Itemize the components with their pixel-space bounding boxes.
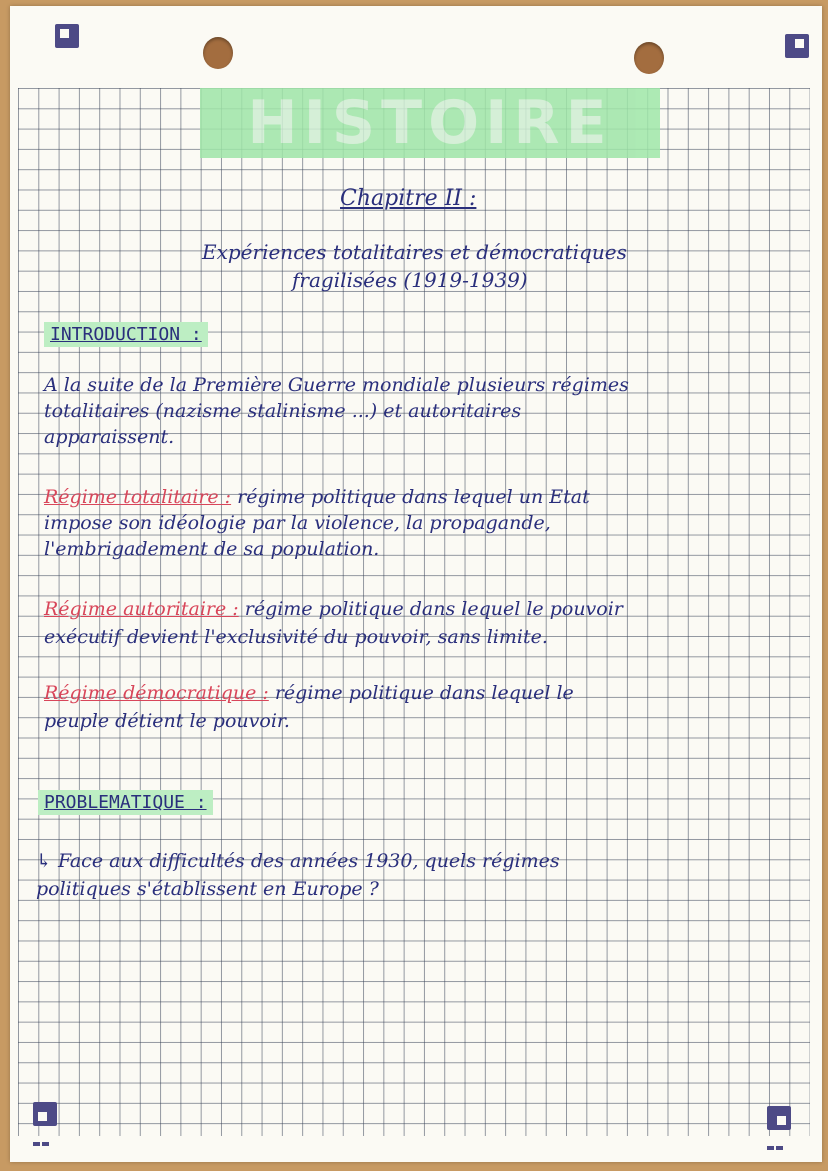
definition-autoritaire-line-2: exécutif devient l'exclusivité du pouvoir, sans limite. — [44, 626, 548, 648]
corner-dots-bottom-left-icon — [33, 1131, 57, 1135]
definition-autoritaire — [44, 598, 623, 620]
intro-line-2: totalitaires (nazisme stalinisme ...) et autoritaires — [44, 400, 522, 422]
punch-hole-right — [634, 42, 664, 74]
corner-dots-bottom-right-icon — [767, 1135, 791, 1139]
definition-text: régime politique dans lequel le pouvoir — [238, 598, 623, 620]
definition-text: régime politique dans lequel un Etat — [231, 486, 590, 508]
page-title: HISTOIRE — [200, 88, 660, 158]
corner-mark-top-left-icon — [55, 24, 79, 48]
intro-line-1: A la suite de la Première Guerre mondiale plusieurs régimes — [44, 374, 629, 396]
problematique-line-1: ↳ Face aux difficultés des années 1930, quels régimes — [36, 850, 560, 872]
corner-mark-top-right-icon — [785, 34, 809, 58]
definition-term: Régime autoritaire : — [44, 598, 239, 620]
punch-hole-left — [203, 37, 233, 69]
intro-line-3: apparaissent. — [44, 426, 175, 448]
definition-text: régime politique dans lequel le — [268, 682, 574, 704]
introduction-heading: INTRODUCTION : — [44, 322, 208, 347]
chapter-heading: Chapitre II : — [340, 186, 477, 211]
problematique-line-2: politiques s'établissent en Europe ? — [36, 878, 379, 900]
corner-mark-bottom-left-icon — [33, 1102, 57, 1126]
definition-totalitaire — [44, 486, 590, 508]
chapter-subtitle-line-2: fragilisées (1919-1939) — [292, 268, 528, 292]
corner-mark-bottom-right-icon — [767, 1106, 791, 1130]
definition-democratique-line-2: peuple détient le pouvoir. — [44, 710, 290, 732]
definition-democratique — [44, 682, 574, 704]
definition-term: Régime totalitaire : — [44, 486, 232, 508]
problematique-heading: PROBLEMATIQUE : — [38, 790, 213, 815]
definition-term: Régime démocratique : — [44, 682, 269, 704]
chapter-subtitle-line-1: Expériences totalitaires et démocratiques — [202, 240, 627, 264]
definition-totalitaire-line-3: l'embrigadement de sa population. — [44, 538, 380, 560]
definition-totalitaire-line-2: impose son idéologie par la violence, la propagande, — [44, 512, 551, 534]
